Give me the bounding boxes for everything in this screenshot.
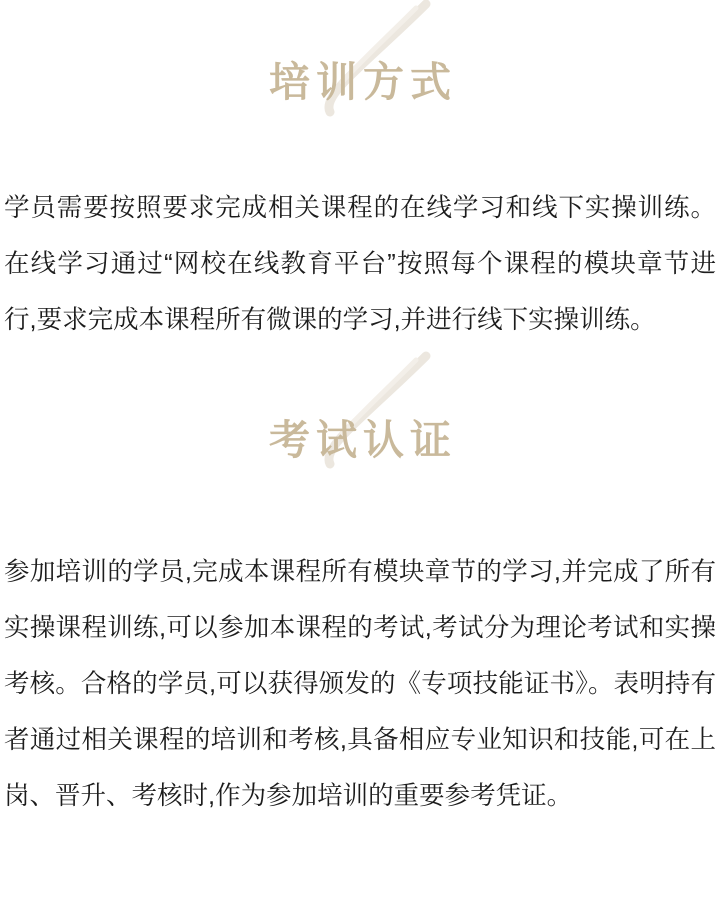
section-title: 培训方式 [269,59,457,105]
section-title: 考试认证 [269,417,457,463]
section-heading-training-method [0,0,720,150]
section-body-exam-certification: 参加培训的学员,完成本课程所有模块章节的学习,并完成了所有实操课程训练,可以参加本课程的考试,考试分为理论考试和实操考核。合格的学员,可以获得颁发的《专项技能证书》。表明持有者通过相关课程的培训和考核,具备相应专业知识和技能,可在上岗、晋升、考核时,作为参加培训的重要参考凭证。 [4,558,716,810]
section-heading-exam-certification [0,348,720,508]
section-body-training-method: 学员需要按照要求完成相关课程的在线学习和线下实操训练。在线学习通过“网校在线教育平台”按照每个课程的模块章节进行,要求完成本课程所有微课的学习,并进行线下实操训练。 [4,194,716,334]
